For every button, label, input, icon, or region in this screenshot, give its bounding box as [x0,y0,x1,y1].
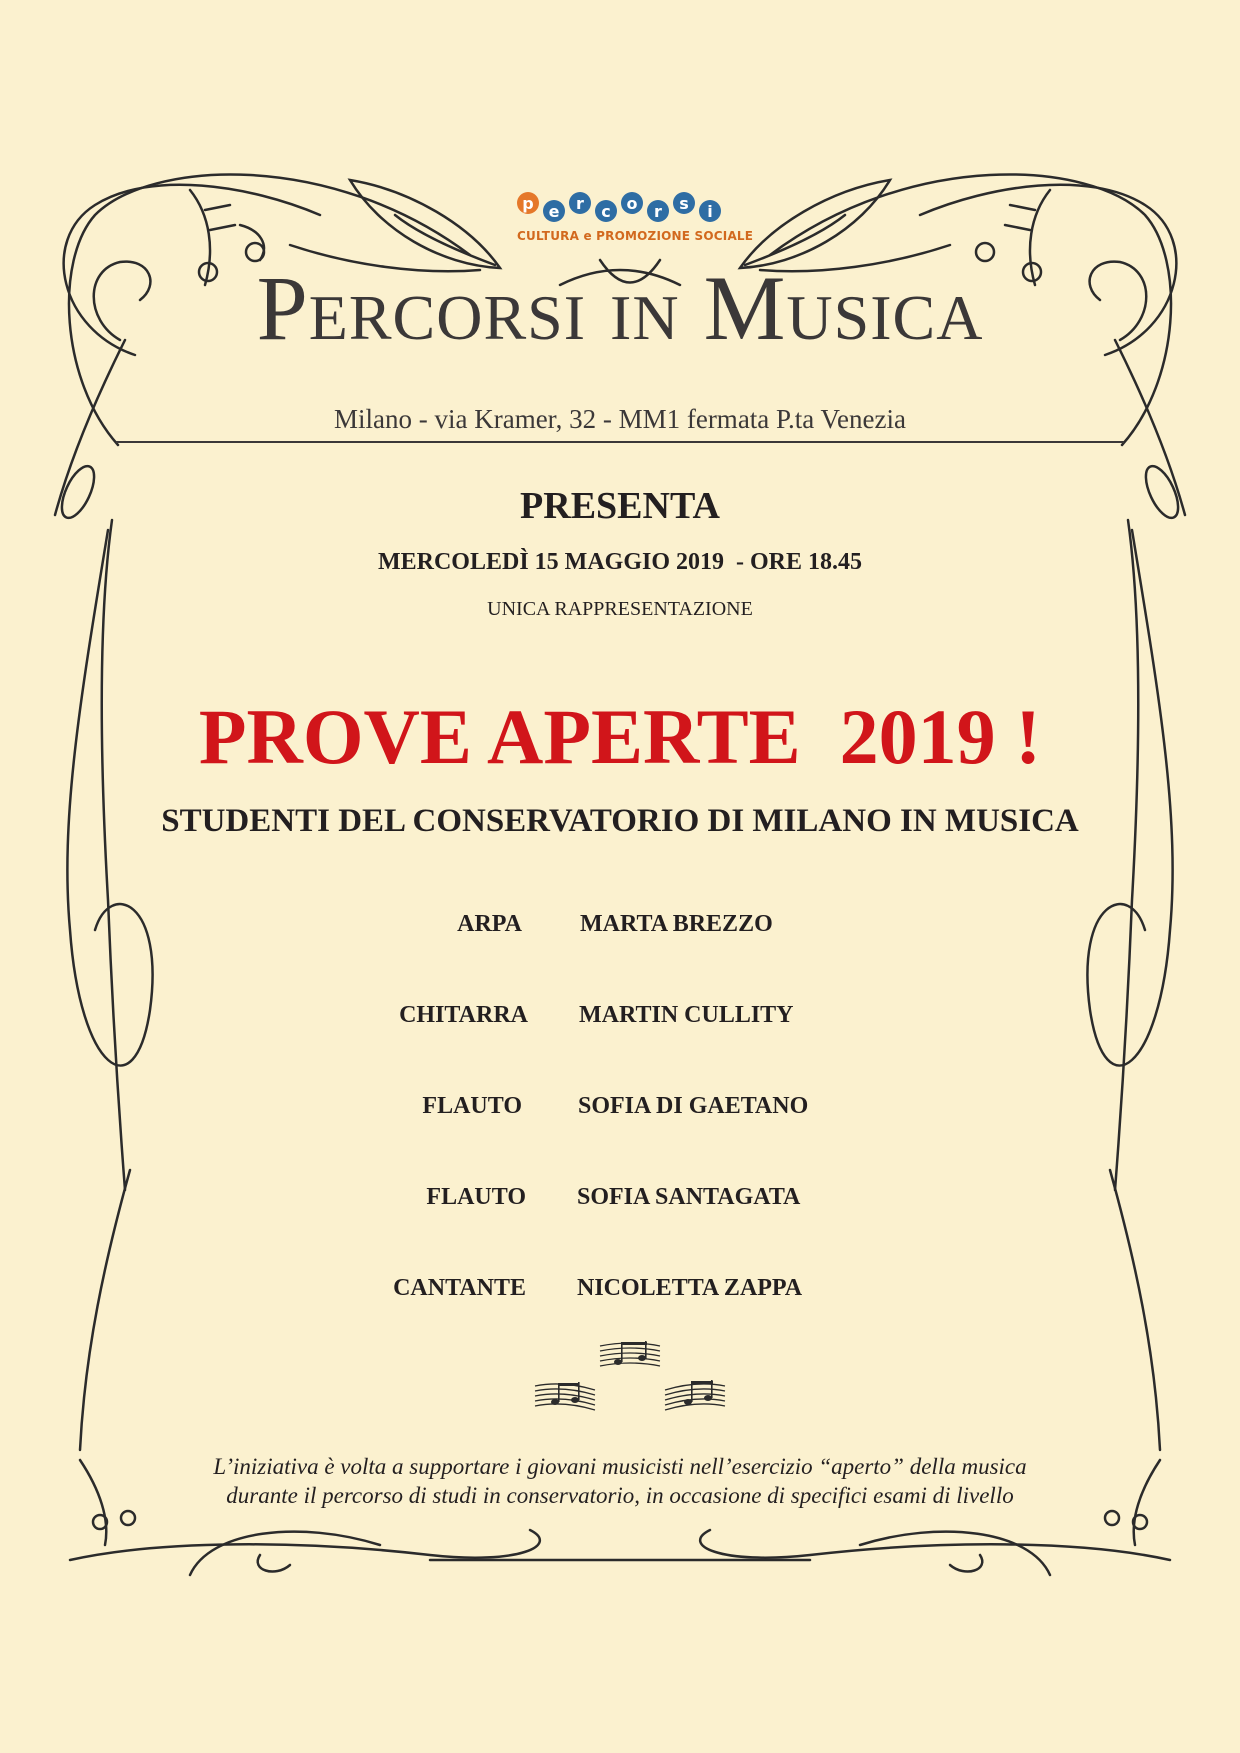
performer-row [0,1275,1240,1309]
logo-letter: e [543,200,565,222]
performer-instrument: CHITARRA [399,1002,528,1028]
logo-letter: r [647,200,669,222]
performer-name: MARTIN CULLITY [579,1002,794,1028]
music-staff-icon [530,1338,730,1418]
logo-letter: c [595,200,617,222]
performer-instrument: CANTANTE [393,1275,526,1301]
performer-row [0,1093,1240,1127]
event-students-line: STUDENTI DEL CONSERVATORIO DI MILANO IN MUSICA [161,803,1079,839]
logo-letter: r [569,192,591,214]
performer-instrument: ARPA [457,911,522,937]
presents-label: PRESENTA [520,485,720,527]
footnote-line: durante il percorso di studi in conservatorio, in occasione di specifici esami di livello [226,1483,1014,1508]
event-date: MERCOLEDÌ 15 MAGGIO 2019 - ORE 18.45 [377,549,862,575]
logo-wordmark [517,192,721,226]
percorsi-logo [505,192,754,252]
page-title: Percorsi in Musica [256,257,984,359]
logo-letter: i [699,200,721,222]
logo-tagline: CULTURA e PROMOZIONE SOCIALE [517,229,754,243]
footnote [100,1452,1140,1510]
header-divider [116,441,1124,443]
event-subtitle: UNICA RAPPRESENTAZIONE [487,598,753,620]
logo-letter: s [673,192,695,214]
performer-row [0,1002,1240,1036]
logo-letter: o [621,192,643,214]
performer-instrument: FLAUTO [422,1093,522,1119]
performer-row [0,911,1240,945]
performer-name: NICOLETTA ZAPPA [577,1275,803,1301]
logo-letter: p [517,192,539,214]
performer-name: SOFIA SANTAGATA [577,1184,801,1210]
footnote-line: L’iniziativa è volta a supportare i giovani musicisti nell’esercizio “aperto” della musica [213,1454,1027,1479]
performer-row [0,1184,1240,1218]
event-headline: PROVE APERTE 2019 ! [198,693,1042,780]
venue-address: Milano - via Kramer, 32 - MM1 fermata P.ta Venezia [334,404,906,434]
performer-instrument: FLAUTO [426,1184,526,1210]
performer-name: MARTA BREZZO [580,911,773,937]
performer-name: SOFIA DI GAETANO [578,1093,809,1119]
